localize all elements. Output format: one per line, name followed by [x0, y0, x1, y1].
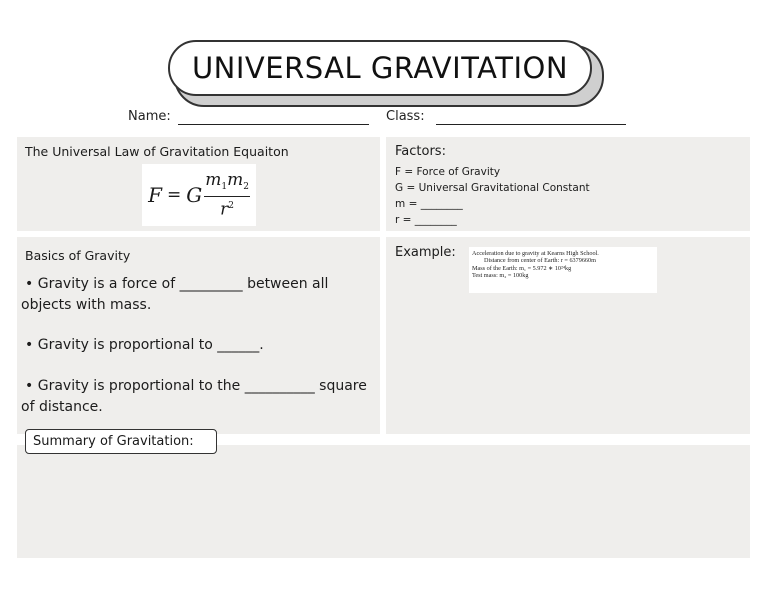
bullet-dot: • [25, 276, 38, 292]
factor-line: G = Universal Gravitational Constant [395, 182, 590, 194]
formula-equals: = [166, 185, 182, 205]
law-panel-title: The Universal Law of Gravitation Equaiton [25, 144, 289, 159]
formula-constant: G [186, 183, 203, 207]
formula-denominator: $r^2$ [220, 199, 234, 220]
factor-line: m = ________ [395, 198, 463, 210]
example-line: Acceleration due to gravity at Kearns High School. [472, 250, 599, 257]
example-title: Example: [395, 245, 456, 260]
formula-numerator: $m_1m_2$ [204, 171, 250, 197]
summary-label: Summary of Gravitation: [25, 429, 217, 454]
factors-title: Factors: [395, 144, 446, 159]
page-title: UNIVERSAL GRAVITATION [191, 51, 569, 85]
bullet-dot: • [25, 337, 38, 353]
bullet-dot: • [25, 378, 38, 394]
name-blank-line[interactable] [178, 124, 369, 125]
basics-bullet-1: • Gravity is a force of _________ between all objects with mass. [21, 276, 329, 313]
summary-panel[interactable] [17, 445, 750, 558]
basics-bullet-3: • Gravity is proportional to the __________ square of distance. [21, 378, 367, 415]
example-line: Mass of the Earth: m₁ = 5.972 ∗ 10²⁴kg [472, 264, 572, 272]
basics-title: Basics of Gravity [25, 248, 131, 263]
factors-list [395, 164, 590, 228]
example-problem [469, 247, 657, 293]
example-line: Test mass: m₂ = 100kg [472, 272, 529, 280]
basics-bullet-2: • Gravity is proportional to ______. [25, 337, 264, 353]
example-line: Distance from center of Earth: r = 6379660m [484, 257, 596, 265]
gravitation-formula [142, 164, 256, 226]
class-blank-line[interactable] [436, 124, 626, 125]
class-label: Class: [386, 109, 425, 124]
title-banner [168, 40, 592, 96]
formula-lhs: F [148, 183, 162, 207]
factor-line: F = Force of Gravity [395, 166, 501, 178]
name-label: Name: [128, 109, 171, 124]
factor-line: r = ________ [395, 214, 457, 226]
formula-fraction [204, 171, 250, 219]
